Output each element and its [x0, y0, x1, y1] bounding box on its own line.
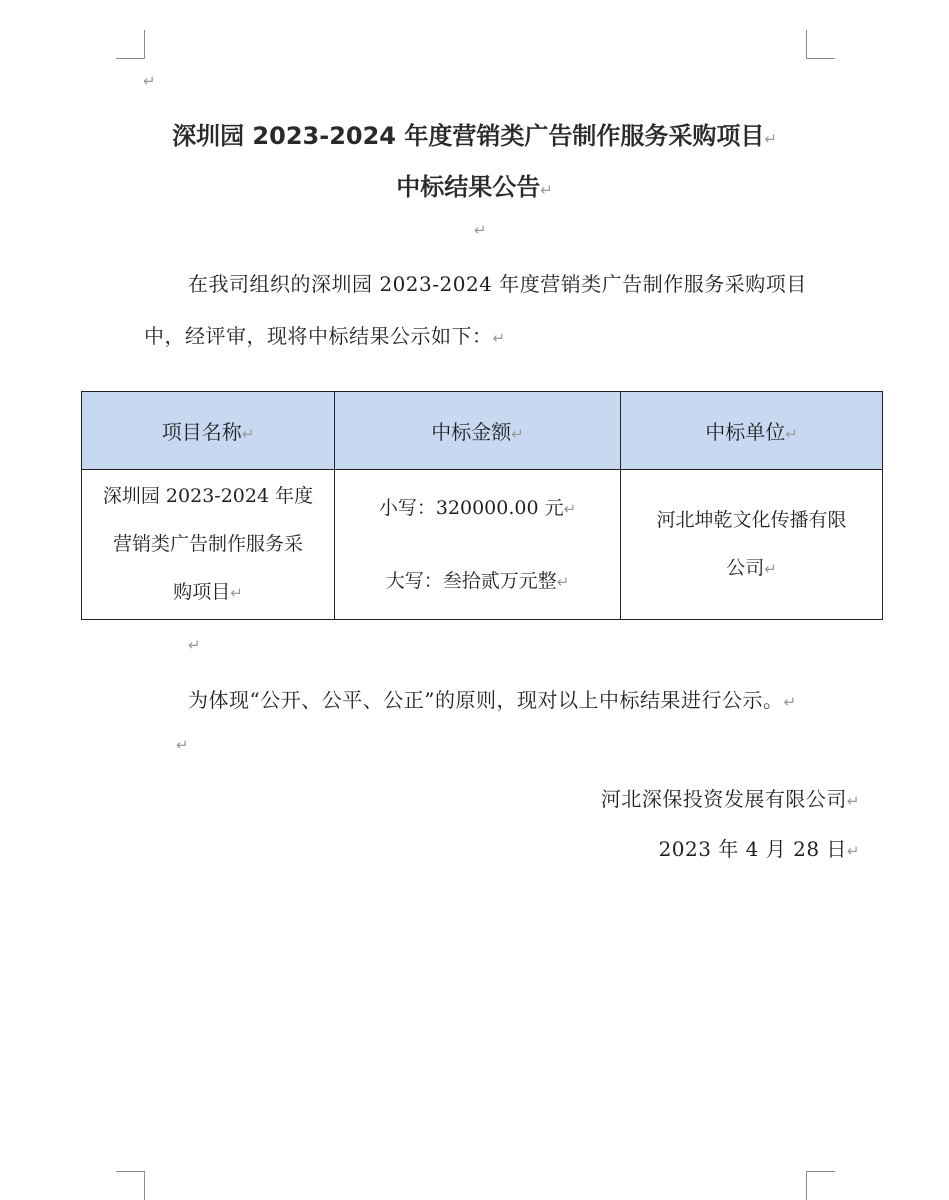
paragraph-mark-icon: ↵ — [176, 736, 189, 754]
table-row — [82, 470, 883, 620]
page-corner-mark-top-right — [806, 30, 835, 59]
paragraph-mark-icon: ↵ — [764, 130, 777, 148]
header-label: 中标金额 — [431, 420, 512, 444]
cell-award-amount — [335, 470, 621, 620]
amount-lowercase: 小写：320000.00 元 — [378, 496, 564, 519]
header-award-amount — [335, 392, 621, 470]
header-label: 中标单位 — [705, 420, 786, 444]
company-name: 河北深保投资发展有限公司 — [600, 787, 847, 811]
header-project-name — [82, 392, 335, 470]
paragraph-mark-icon: ↵ — [188, 636, 201, 654]
title-line-2: 中标结果公告 — [396, 173, 541, 201]
paragraph-mark-icon: ↵ — [846, 792, 860, 810]
document-subtitle — [0, 167, 949, 202]
header-label: 项目名称 — [161, 420, 242, 444]
table-header-row — [82, 392, 883, 470]
intro-line-1: 在我司组织的深圳园 2023-2024 年度营销类广告制作服务采购项目 — [188, 272, 807, 296]
paragraph-mark-icon: ↵ — [846, 842, 860, 860]
paragraph-mark-icon: ↵ — [474, 221, 487, 239]
paragraph-mark-icon: ↵ — [785, 425, 798, 443]
paragraph-mark-icon: ↵ — [764, 560, 777, 578]
page-corner-mark-bottom-right — [806, 1171, 835, 1200]
project-name-line: 营销类广告制作服务采 — [112, 533, 303, 555]
paragraph-mark-icon: ↵ — [241, 425, 255, 443]
statement-paragraph — [188, 684, 797, 713]
project-name-line: 深圳园 2023-2024 年度 — [102, 485, 314, 507]
intro-line-2 — [144, 320, 506, 349]
winner-line: 公司 — [726, 557, 765, 579]
intro-line-2-text: 中，经评审，现将中标结果公示如下： — [144, 324, 493, 348]
amount-uppercase: 大写：叁拾贰万元整 — [385, 569, 557, 592]
header-winning-bidder — [621, 392, 883, 470]
signature-company — [601, 783, 860, 812]
award-result-table — [81, 391, 883, 620]
statement-text: 为体现“公开、公平、公正”的原则，现对以上中标结果进行公示。 — [188, 688, 784, 712]
paragraph-mark-icon: ↵ — [556, 572, 570, 591]
winner-line: 河北坤乾文化传播有限 — [656, 509, 847, 531]
paragraph-mark-icon: ↵ — [492, 329, 506, 347]
cell-project-name — [82, 470, 335, 620]
paragraph-mark-icon: ↵ — [563, 499, 577, 518]
project-name-line: 购项目 — [173, 581, 231, 603]
page-corner-mark-bottom-left — [116, 1171, 145, 1200]
signature-date — [659, 833, 860, 862]
paragraph-mark-icon: ↵ — [540, 181, 553, 199]
paragraph-mark-icon: ↵ — [143, 72, 156, 90]
document-title — [0, 116, 949, 151]
cell-winning-bidder — [621, 470, 883, 620]
paragraph-mark-icon: ↵ — [230, 584, 243, 602]
paragraph-mark-icon: ↵ — [511, 425, 524, 443]
page-corner-mark-top-left — [116, 30, 145, 59]
date-text: 2023 年 4 月 28 日 — [658, 837, 847, 861]
paragraph-mark-icon: ↵ — [783, 693, 797, 711]
title-line-1: 深圳园 2023-2024 年度营销类广告制作服务采购项目 — [172, 122, 765, 150]
